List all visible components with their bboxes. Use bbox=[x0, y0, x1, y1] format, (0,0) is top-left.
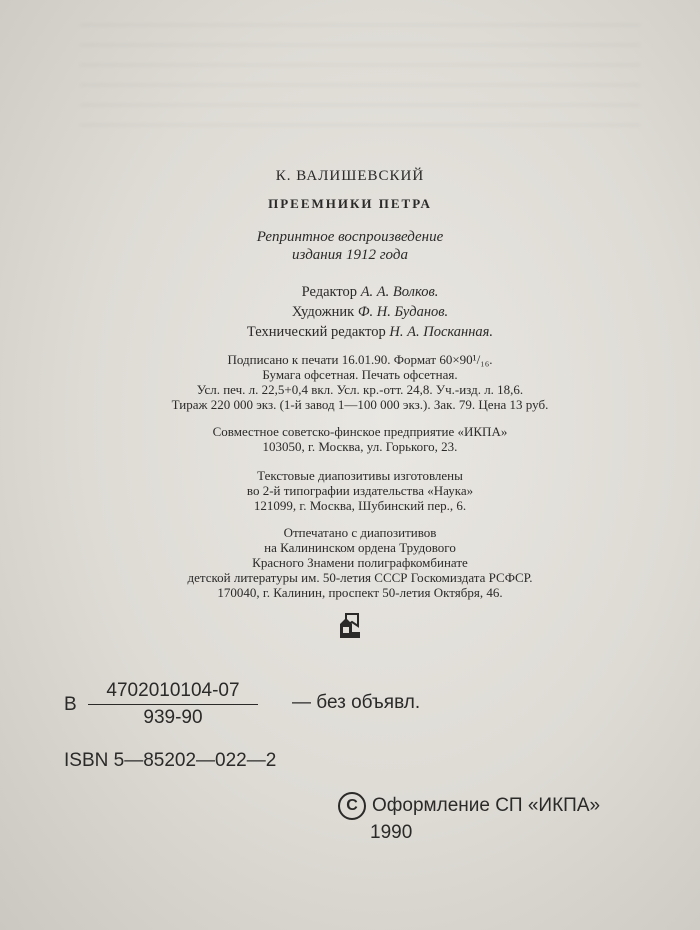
credit-editor: Редактор А. А. Волков. bbox=[301, 284, 439, 300]
bleed-through-text bbox=[80, 6, 640, 136]
isbn: ISBN 5—85202—022—2 bbox=[64, 750, 277, 771]
copyright-year: 1990 bbox=[370, 822, 413, 843]
catalog-denominator: 939-90 bbox=[143, 707, 203, 728]
print-info bbox=[100, 352, 620, 412]
print-info-line: Бумага офсетная. Печать офсетная. bbox=[262, 367, 458, 382]
printer-line: на Калининском ордена Трудового bbox=[264, 540, 456, 555]
credits bbox=[130, 282, 610, 342]
publisher-line: Совместное советско-финское предприятие «ИКПА» bbox=[212, 424, 508, 439]
print-info-line: Усл. печ. л. 22,5+0,4 вкл. Усл. кр.-отт. 24,8. Уч.-изд. л. 18,6. bbox=[196, 382, 524, 397]
copyright-text: Оформление СП «ИКПА» bbox=[372, 795, 601, 817]
printer-info bbox=[100, 525, 620, 600]
typography-line: Текстовые диапозитивы изготовлены bbox=[257, 468, 463, 483]
printer-line: 170040, г. Калинин, проспект 50-летия Октября, 46. bbox=[217, 585, 503, 600]
subtitle-line: Репринтное воспроизведение bbox=[256, 229, 444, 245]
typography-line: 121099, г. Москва, Шубинский пер., 6. bbox=[253, 498, 467, 513]
print-info-line: Подписано к печати 16.01.90. Формат 60×90¹/₁₆. bbox=[227, 352, 493, 367]
publisher-line: 103050, г. Москва, ул. Горького, 23. bbox=[262, 439, 458, 454]
copyright bbox=[338, 792, 600, 820]
publisher-logo-icon bbox=[336, 610, 364, 640]
printer-line: детской литературы им. 50-летия СССР Госкомиздата РСФСР. bbox=[187, 570, 533, 585]
publisher-info bbox=[100, 424, 620, 454]
subtitle bbox=[0, 228, 700, 264]
book-title: ПРЕЕМНИКИ ПЕТРА bbox=[268, 196, 432, 211]
typography-line: во 2-й типографии издательства «Наука» bbox=[246, 483, 474, 498]
catalog-fraction bbox=[88, 680, 258, 729]
catalog-prefix: В bbox=[64, 694, 77, 715]
subtitle-line: издания 1912 года bbox=[292, 247, 408, 263]
credit-artist: Художник Ф. Н. Буданов. bbox=[291, 304, 449, 320]
print-info-line: Тираж 220 000 экз. (1-й завод 1—100 000 экз.). Зак. 79. Цена 13 руб. bbox=[171, 397, 549, 412]
typography-info bbox=[100, 468, 620, 513]
author-name: К. ВАЛИШЕВСКИЙ bbox=[275, 168, 425, 184]
credit-tech-editor: Технический редактор Н. А. Посканная. bbox=[246, 324, 494, 340]
printer-line: Отпечатано с диапозитивов bbox=[283, 525, 437, 540]
catalog-note: — без объявл. bbox=[292, 692, 421, 713]
copyright-icon: C bbox=[338, 792, 366, 820]
printer-line: Красного Знамени полиграфкомбинате bbox=[252, 555, 468, 570]
catalog-numerator: 4702010104-07 bbox=[88, 680, 258, 705]
